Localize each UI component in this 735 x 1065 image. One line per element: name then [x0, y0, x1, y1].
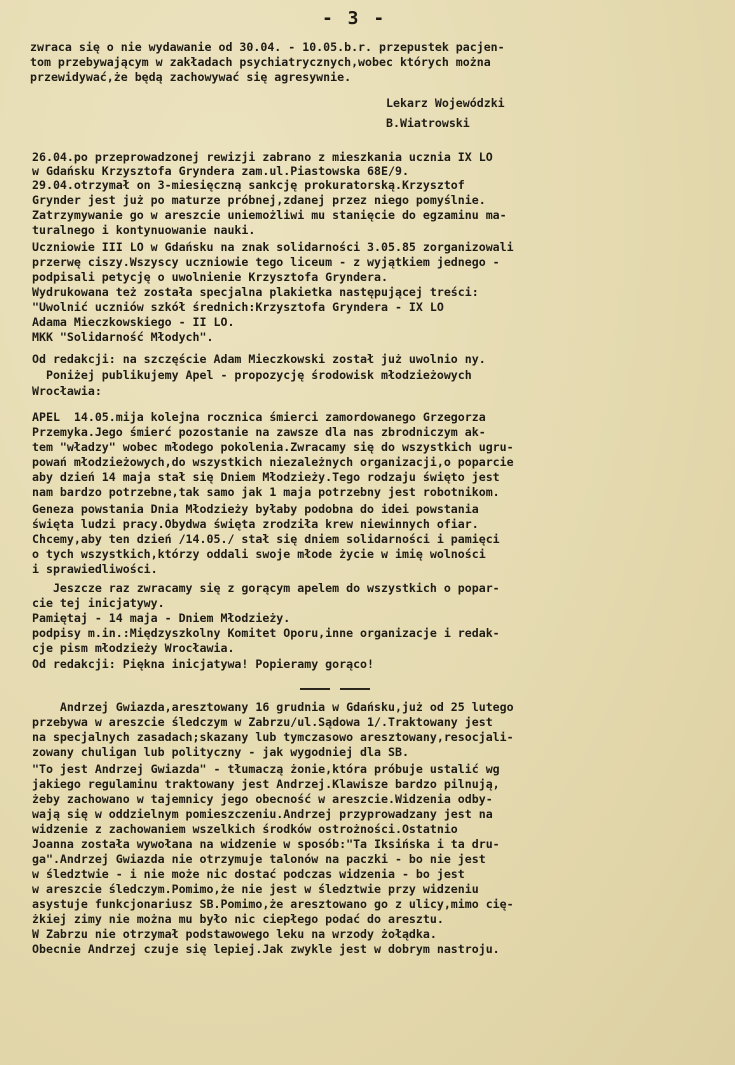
text-line: powań młodzieżowych,do wszystkich niezależnych organizacji,o poparcie [32, 455, 514, 469]
text-line: Uczniowie III LO w Gdańsku na znak solidarności 3.05.85 zorganizowali [32, 240, 514, 254]
text-line: zwraca się o nie wydawanie od 30.04. - 10.05.b.r. przepustek pacjen- [30, 40, 505, 54]
text-line: Od redakcji: na szczęście Adam Mieczkowski został już uwolnio ny. [32, 352, 486, 366]
separator-dash [300, 688, 330, 690]
text-line: Jeszcze raz zwracamy się z gorącym apelem do wszystkich o popar- [32, 581, 500, 595]
text-line: cje pism młodzieży Wrocławia. [32, 641, 235, 655]
text-line: podpisy m.in.:Międzyszkolny Komitet Oporu,inne organizacje i redak- [32, 626, 500, 640]
text-line: cie tej inicjatywy. [32, 596, 165, 610]
text-line: przebywa w areszcie śledczym w Zabrzu/ul.Sądowa 1/.Traktowany jest [32, 715, 493, 729]
text-line: Pamiętaj - 14 maja - Dniem Młodzieży. [32, 611, 291, 625]
text-line: Wydrukowana też została specjalna plakietka następującej treści: [32, 285, 479, 299]
text-line: na specjalnych zasadach;skazany lub tymczasowo aresztowany,resocjali- [32, 730, 514, 744]
text-line: asystuje funkcjonariusz SB.Pomimo,że aresztowano go z ulicy,mimo cię- [32, 897, 514, 911]
text-line: Poniżej publikujemy Apel - propozycję środowisk młodzieżowych [32, 368, 472, 382]
text-line: Grynder jest już po maturze próbnej,zdanej przez niego pomyślnie. [32, 193, 486, 207]
signature-name: B.Wiatrowski [386, 116, 470, 130]
text-line: przewidywać,że będą zachowywać się agresywnie. [30, 70, 352, 84]
text-line: ga".Andrzej Gwiazda nie otrzymuje talonów na paczki - bo nie jest [32, 852, 486, 866]
text-line: o tych wszystkich,którzy oddali swoje młode życie w imię wolności [32, 547, 486, 561]
text-line: przerwę ciszy.Wszyscy uczniowie tego liceum - z wyjątkiem jednego - [32, 255, 500, 269]
text-line: nam bardzo potrzebne,tak samo jak 1 maja potrzebny jest robotnikom. [32, 485, 500, 499]
text-line: "To jest Andrzej Gwiazda" - tłumaczą żonie,która próbuje ustalić wg [32, 762, 500, 776]
separator-dash [340, 688, 370, 690]
text-line: APEL 14.05.mija kolejna rocznica śmierci zamordowanego Grzegorza [32, 410, 486, 424]
page-number: - 3 - [322, 8, 387, 29]
text-line: Obecnie Andrzej czuje się lepiej.Jak zwykle jest w dobrym nastroju. [32, 942, 500, 956]
text-line: 29.04.otrzymał on 3-miesięczną sankcję prokuratorską.Krzysztof [32, 178, 465, 192]
text-line: Andrzej Gwiazda,aresztowany 16 grudnia w Gdańsku,już od 25 lutego [32, 700, 514, 714]
text-line: aby dzień 14 maja stał się Dniem Młodzieży.Tego rodzaju święto jest [32, 470, 500, 484]
text-line: zowany chuligan lub polityczny - jak wygodniej dla SB. [32, 745, 409, 759]
text-line: w śledztwie - i nie może nic dostać podczas widzenia - bo jest [32, 867, 465, 881]
text-line: "Uwolnić uczniów szkół średnich:Krzysztofa Gryndera - IX LO [32, 300, 444, 314]
text-line: Od redakcji: Piękna inicjatywa! Popieramy gorąco! [32, 657, 375, 671]
text-line: Geneza powstania Dnia Młodzieży byłaby podobna do idei powstania [32, 502, 479, 516]
text-line: Chcemy,aby ten dzień /14.05./ stał się dniem solidarności i pamięci [32, 532, 500, 546]
text-line: widzenie z zachowaniem wszelkich środków ostrożności.Ostatnio [32, 822, 458, 836]
text-line: święta ludzi pracy.Obydwa święta zrodziła krew niewinnych ofiar. [32, 517, 479, 531]
text-line: MKK "Solidarność Młodych". [32, 330, 214, 344]
text-line: 26.04.po przeprowadzonej rewizji zabrano z mieszkania ucznia IX LO [32, 150, 493, 164]
text-line: podpisali petycję o uwolnienie Krzysztofa Gryndera. [32, 270, 388, 284]
text-line: i sprawiedliwości. [32, 562, 158, 576]
text-line: wają się w oddzielnym pomieszczeniu.Andrzej przyprowadzany jest na [32, 807, 493, 821]
text-line: Wrocławia: [32, 384, 102, 398]
text-line: w areszcie śledczym.Pomimo,że nie jest w śledztwie przy widzeniu [32, 882, 479, 896]
text-line: tem "władzy" wobec młodego pokolenia.Zwracamy się do wszystkich ugru- [32, 440, 514, 454]
text-line: w Gdańsku Krzysztofa Gryndera zam.ul.Piastowska 68E/9. [32, 164, 409, 178]
text-line: Zatrzymywanie go w areszcie uniemożliwi mu stanięcie do egzaminu ma- [32, 208, 507, 222]
text-line: tom przebywającym w zakładach psychiatrycznych,wobec których można [30, 55, 491, 69]
signature-title: Lekarz Wojewódzki [386, 96, 505, 110]
text-line: jakiego regulaminu traktowany jest Andrzej.Klawisze bardzo pilnują, [32, 777, 500, 791]
text-line: żkiej zimy nie można mu było nic ciepłego podać do aresztu. [32, 912, 444, 926]
text-line: żeby zachowano w tajemnicy jego obecność w areszcie.Widzenia odby- [32, 792, 493, 806]
text-line: Adama Mieczkowskiego - II LO. [32, 315, 235, 329]
text-line: W Zabrzu nie otrzymał podstawowego leku na wrzody żołądka. [32, 927, 437, 941]
text-line: turalnego i kontynuowanie nauki. [32, 223, 256, 237]
text-line: Przemyka.Jego śmierć pozostanie na zawsze dla nas zbrodniczym ak- [32, 425, 486, 439]
text-line: Joanna została wywołana na widzenie w sposób:"Ta Iksińska i ta dru- [32, 837, 500, 851]
